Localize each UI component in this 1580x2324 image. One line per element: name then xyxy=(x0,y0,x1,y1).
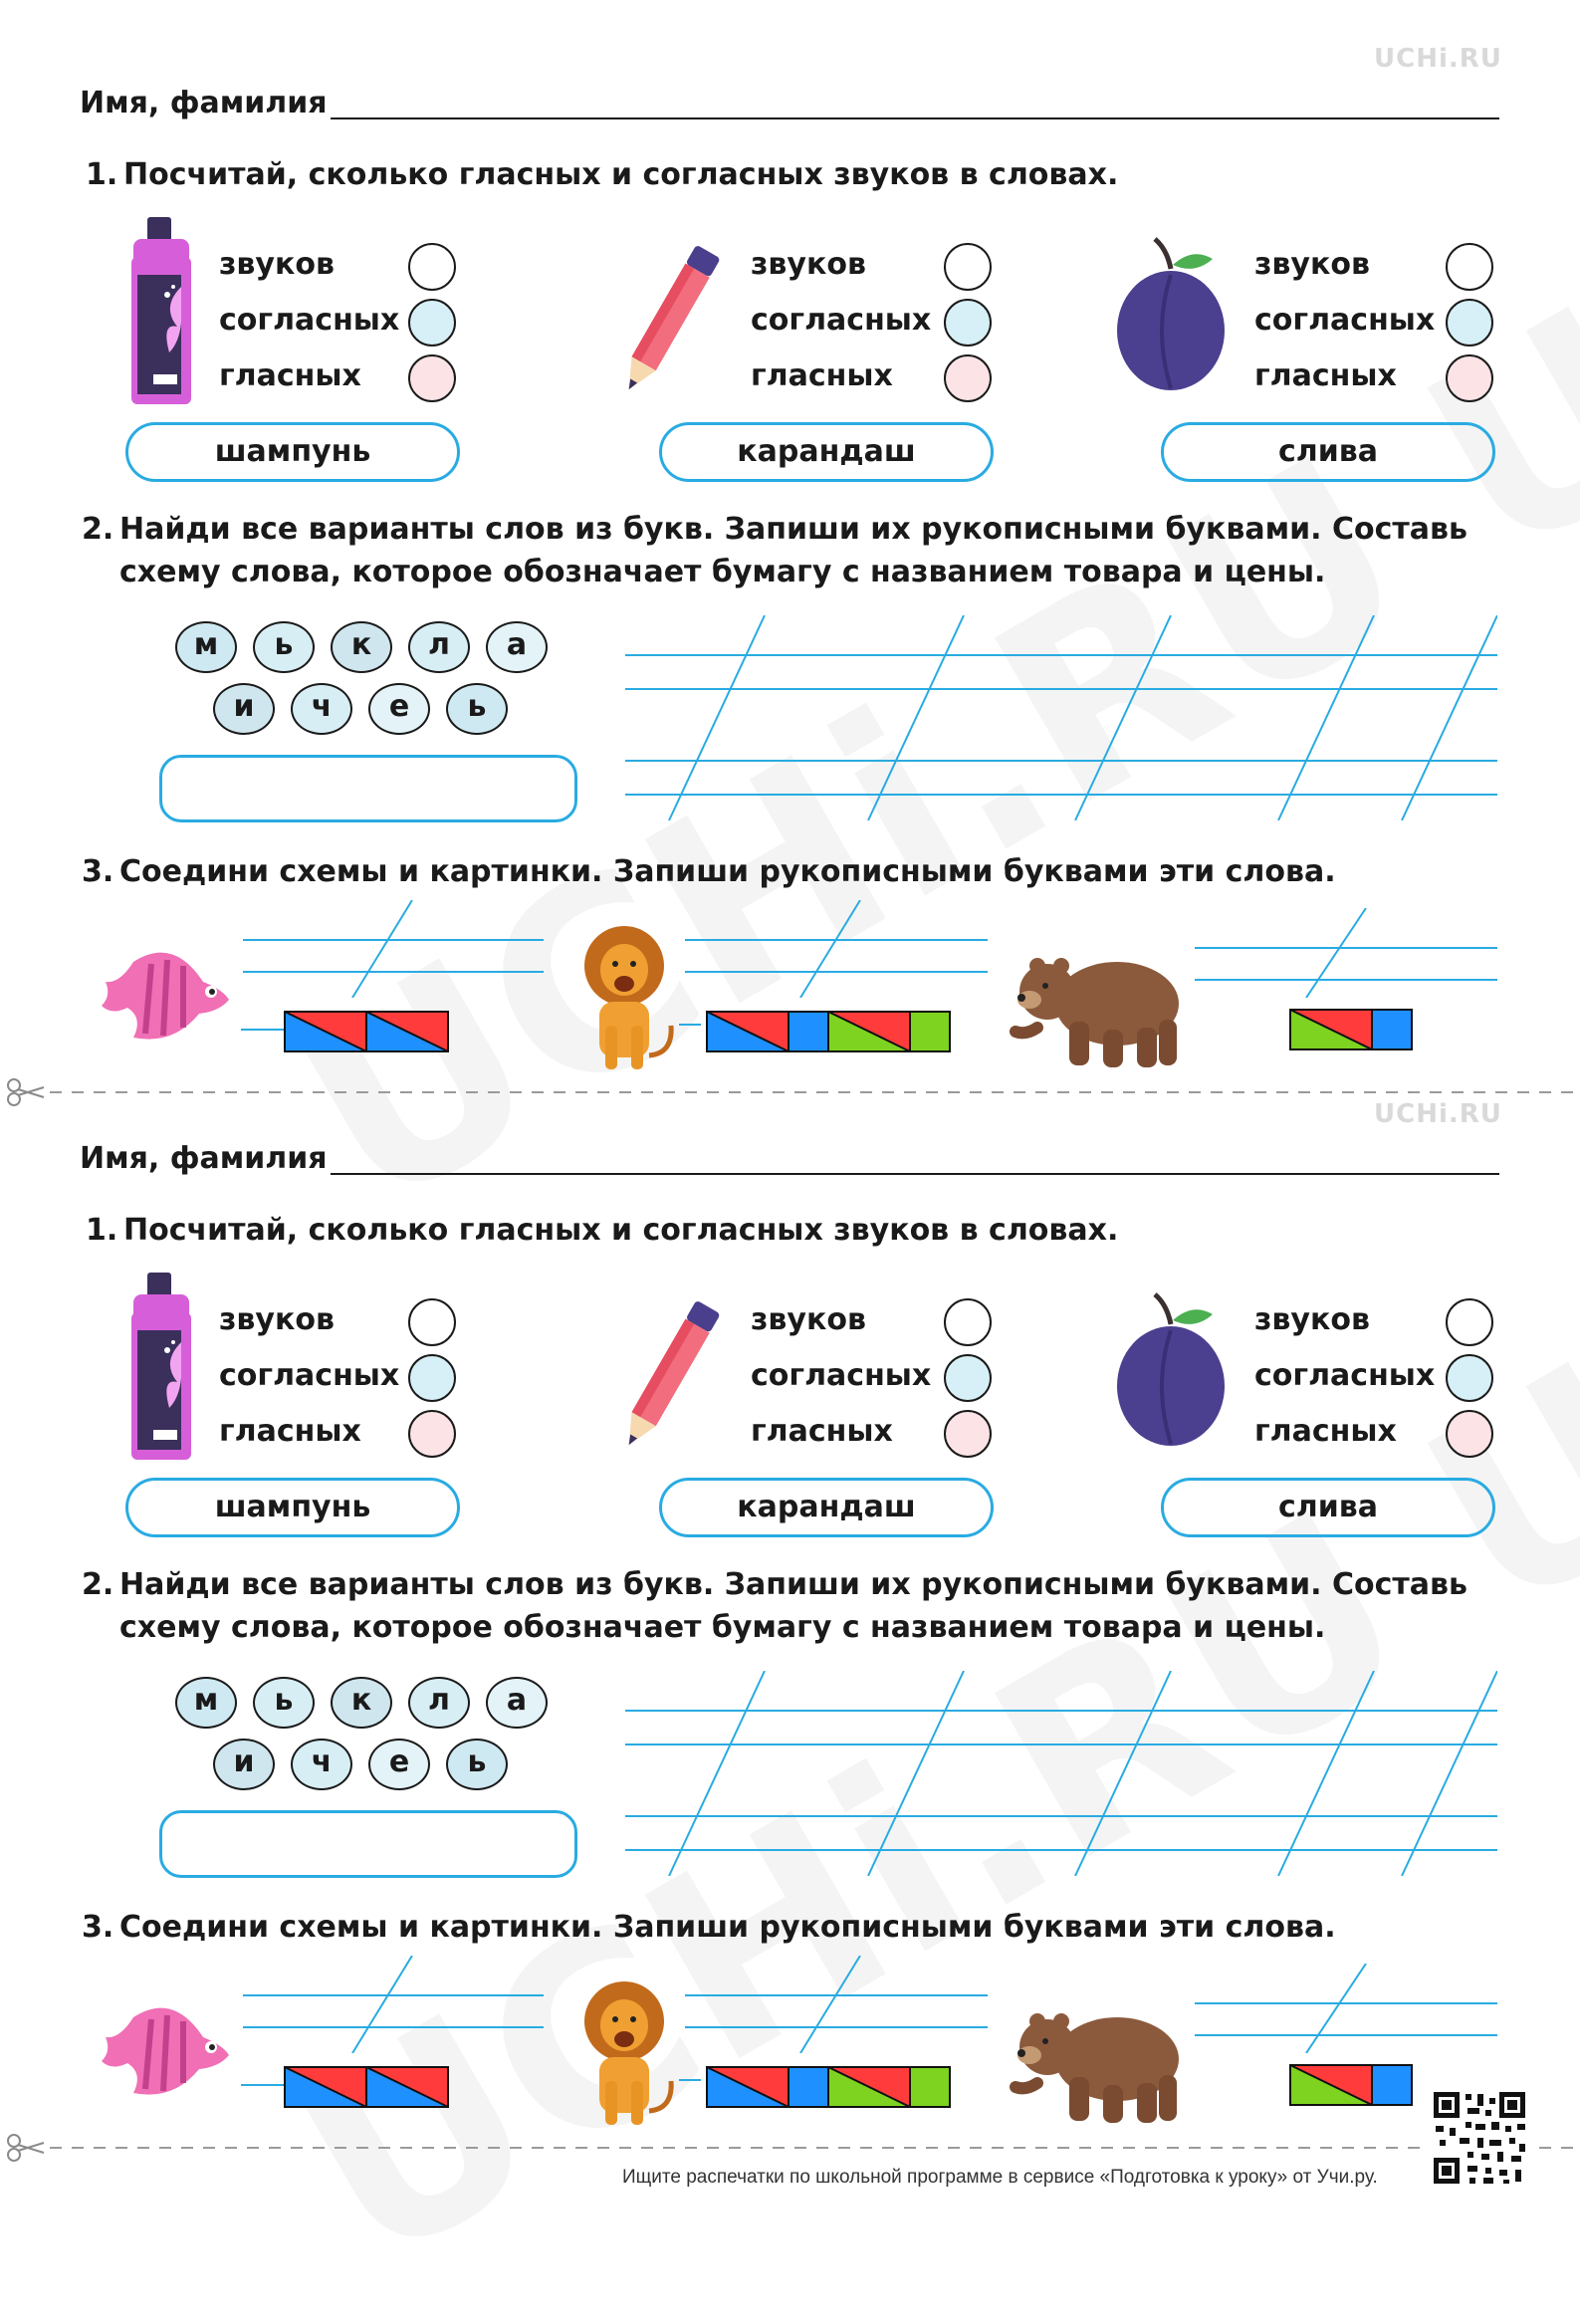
letter-chip[interactable]: е xyxy=(368,683,430,735)
connector-stub xyxy=(679,2079,701,2081)
task-text-line1: Найди все варианты слов из букв. Запиши их рукописными буквами. Составь xyxy=(119,512,1467,547)
writing-lines[interactable] xyxy=(685,900,988,998)
qr-code-icon xyxy=(1430,2088,1529,2188)
count-circle[interactable] xyxy=(944,1410,992,1458)
task-text: Соедини схемы и картинки. Запиши рукописными буквами эти слова. xyxy=(119,854,1336,889)
letter-chip[interactable]: ь xyxy=(253,1677,315,1729)
plum-icon xyxy=(1111,1290,1231,1455)
count-circle[interactable] xyxy=(1446,1410,1493,1458)
letter-chip[interactable]: а xyxy=(486,1677,548,1729)
task3-heading xyxy=(82,850,1336,893)
count-circle[interactable] xyxy=(1446,1354,1493,1402)
count-circle[interactable] xyxy=(408,243,456,291)
count-label: гласных xyxy=(219,1414,361,1449)
task-number: 1. xyxy=(86,157,118,192)
task-number: 1. xyxy=(86,1213,118,1248)
sound-scheme xyxy=(283,1010,450,1053)
count-label: согласных xyxy=(751,1358,932,1393)
worksheet-1 xyxy=(0,0,1580,1055)
count-circle[interactable] xyxy=(408,299,456,347)
count-circle[interactable] xyxy=(408,1354,456,1402)
count-label: звуков xyxy=(751,1302,866,1337)
writing-lines[interactable] xyxy=(243,900,544,998)
task-text: Посчитай, сколько гласных и согласных звуков в словах. xyxy=(123,157,1119,192)
pencil-icon xyxy=(613,1294,723,1469)
task-number: 3. xyxy=(82,854,114,889)
count-label: звуков xyxy=(751,247,866,282)
task1-heading xyxy=(86,153,1118,196)
count-circle[interactable] xyxy=(408,1410,456,1458)
letter-chip[interactable]: и xyxy=(213,683,275,735)
bear-icon[interactable] xyxy=(1008,1997,1187,2132)
shampoo-bottle-icon xyxy=(127,217,197,411)
task-number: 2. xyxy=(82,1567,114,1602)
letter-chip[interactable]: л xyxy=(408,621,470,673)
count-circle[interactable] xyxy=(1446,243,1493,291)
name-input-line[interactable] xyxy=(331,1173,1499,1175)
count-label: гласных xyxy=(219,358,361,393)
sound-scheme xyxy=(1288,1008,1414,1051)
count-circle[interactable] xyxy=(944,1354,992,1402)
count-circle[interactable] xyxy=(408,354,456,402)
word-pill: шампунь xyxy=(125,1478,460,1537)
shampoo-bottle-icon xyxy=(127,1273,197,1467)
count-circle[interactable] xyxy=(944,243,992,291)
writing-lines[interactable] xyxy=(1195,1964,1497,2053)
letter-chip[interactable]: м xyxy=(175,621,237,673)
letter-chip[interactable]: ь xyxy=(446,1739,508,1790)
writing-lines[interactable] xyxy=(625,1671,1497,1876)
task-text-line2: схему слова, которое обозначает бумагу с названием товара и цены. xyxy=(119,555,1326,589)
scheme-answer-box[interactable] xyxy=(159,1810,577,1878)
letter-chip[interactable]: е xyxy=(368,1739,430,1790)
count-label: согласных xyxy=(219,1358,400,1393)
word-pill: шампунь xyxy=(125,422,460,482)
task3-heading xyxy=(82,1906,1336,1949)
task-text: Посчитай, сколько гласных и согласных звуков в словах. xyxy=(123,1213,1119,1248)
letter-chip[interactable]: к xyxy=(331,621,392,673)
count-circle[interactable] xyxy=(944,1298,992,1346)
scissors-icon xyxy=(0,2133,1580,2163)
connector-stub xyxy=(241,2084,285,2086)
count-label: гласных xyxy=(751,1414,893,1449)
sound-scheme xyxy=(705,1010,952,1053)
fish-icon[interactable] xyxy=(94,942,243,1056)
plum-icon xyxy=(1111,235,1231,399)
fish-icon[interactable] xyxy=(94,1997,243,2112)
count-label: гласных xyxy=(1254,358,1397,393)
sound-scheme xyxy=(283,2065,450,2109)
task-number: 3. xyxy=(82,1910,114,1945)
worksheet-2 xyxy=(0,1055,1580,2111)
name-label: Имя, фамилия xyxy=(80,86,328,120)
task2-heading xyxy=(82,508,1467,593)
cut-line xyxy=(0,2133,1580,2163)
footer-note: Ищите распечатки по школьной программе в сервисе «Подготовка к уроку» от Учи.ру. xyxy=(622,2167,1378,2188)
count-label: звуков xyxy=(1254,247,1370,282)
writing-lines[interactable] xyxy=(243,1956,544,2053)
letter-chip[interactable]: ь xyxy=(446,683,508,735)
letter-chip[interactable]: к xyxy=(331,1677,392,1729)
brand-logo: UCHi.RU xyxy=(1374,44,1502,74)
count-circle[interactable] xyxy=(1446,354,1493,402)
task-text: Соедини схемы и картинки. Запиши рукописными буквами эти слова. xyxy=(119,1910,1336,1945)
word-pill: слива xyxy=(1161,1478,1495,1537)
sound-scheme xyxy=(705,2065,952,2109)
letter-chip[interactable]: ь xyxy=(253,621,315,673)
task1-heading xyxy=(86,1209,1118,1252)
writing-lines[interactable] xyxy=(1195,908,1497,998)
count-circle[interactable] xyxy=(1446,299,1493,347)
letter-chip[interactable]: и xyxy=(213,1739,275,1790)
count-label: согласных xyxy=(1254,1358,1436,1393)
task-text-line1: Найди все варианты слов из букв. Запиши их рукописными буквами. Составь xyxy=(119,1567,1467,1602)
count-label: звуков xyxy=(1254,1302,1370,1337)
writing-lines[interactable] xyxy=(625,615,1497,820)
brand-logo: UCHi.RU xyxy=(1374,1099,1502,1129)
task-text-line2: схему слова, которое обозначает бумагу с названием товара и цены. xyxy=(119,1610,1326,1645)
count-label: звуков xyxy=(219,247,335,282)
word-pill: карандаш xyxy=(659,1478,994,1537)
count-label: согласных xyxy=(1254,303,1436,338)
pencil-icon xyxy=(613,239,723,413)
count-label: гласных xyxy=(1254,1414,1397,1449)
letter-chip[interactable]: м xyxy=(175,1677,237,1729)
count-circle[interactable] xyxy=(944,299,992,347)
sound-scheme xyxy=(1288,2063,1414,2107)
name-input-line[interactable] xyxy=(331,117,1499,119)
name-label: Имя, фамилия xyxy=(80,1141,328,1176)
lion-icon[interactable] xyxy=(569,1981,679,2136)
task2-heading xyxy=(82,1563,1467,1649)
writing-lines[interactable] xyxy=(685,1956,988,2053)
letter-chip[interactable]: ч xyxy=(291,1739,352,1790)
count-label: согласных xyxy=(751,303,932,338)
count-circle[interactable] xyxy=(1446,1298,1493,1346)
count-label: согласных xyxy=(219,303,400,338)
letter-chip[interactable]: а xyxy=(486,621,548,673)
word-pill: слива xyxy=(1161,422,1495,482)
word-pill: карандаш xyxy=(659,422,994,482)
scheme-answer-box[interactable] xyxy=(159,755,577,822)
letter-chip[interactable]: ч xyxy=(291,683,352,735)
connector-stub xyxy=(241,1029,285,1031)
count-label: звуков xyxy=(219,1302,335,1337)
count-circle[interactable] xyxy=(408,1298,456,1346)
connector-stub xyxy=(679,1024,701,1026)
task-number: 2. xyxy=(82,512,114,547)
count-label: гласных xyxy=(751,358,893,393)
count-circle[interactable] xyxy=(944,354,992,402)
letter-chip[interactable]: л xyxy=(408,1677,470,1729)
